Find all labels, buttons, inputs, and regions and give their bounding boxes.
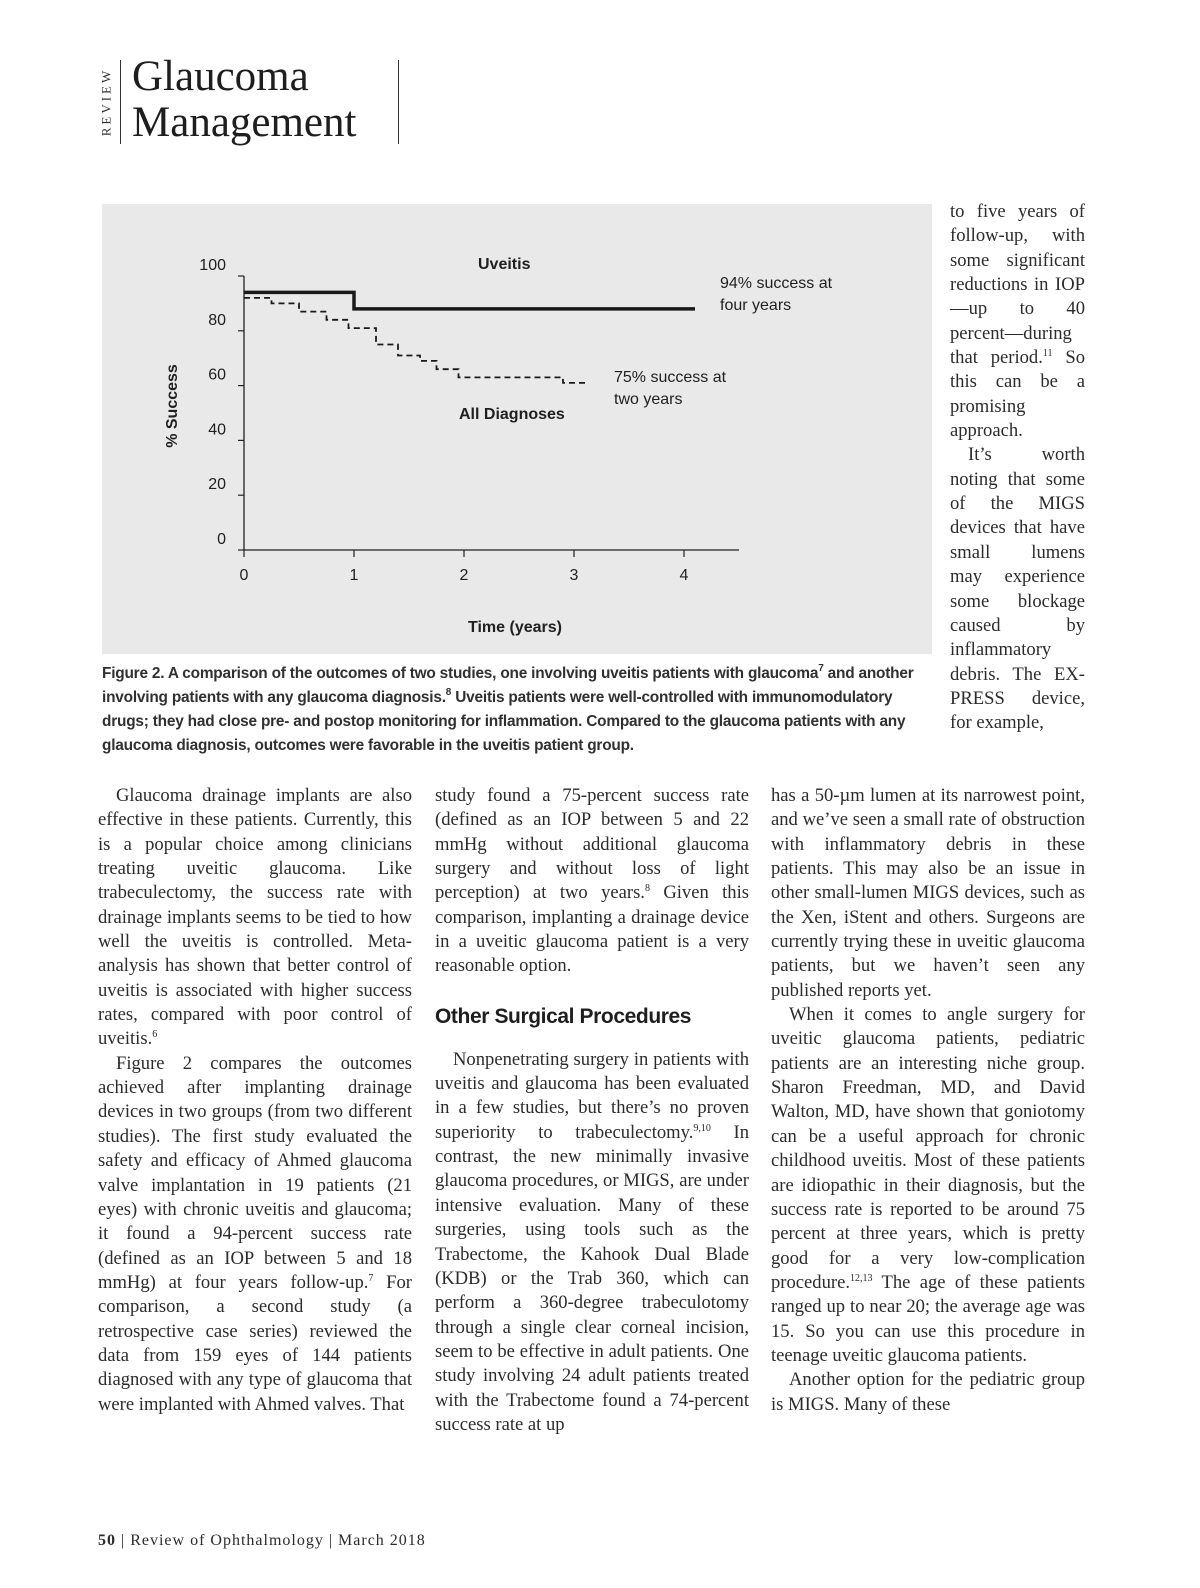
header-divider-left: [120, 60, 121, 144]
x-tick-label: 2: [459, 567, 469, 584]
paragraph: When it comes to angle surgery for uveitic glaucoma patients, pediatric patients are an interesting niche group. Sharon Freedman, MD, and David Walton, MD, have shown that goniotomy can be a useful approach for chronic childhood uveitis. Most of these patients are idiopathic in their diagnosis, but the success rate is reported to be around 75 percent at three years, which is pretty good for a very low-complication procedure.$^{12,13}$ The age of these patients ranged up to near 20; the average age was 15. So you can use this procedure in teenage uveitic glaucoma patients.: [771, 1004, 1085, 1366]
page-footer: [98, 1532, 426, 1550]
issue-date: March 2018: [338, 1532, 426, 1549]
figure-2-chart: [102, 204, 932, 654]
body-column-1: [98, 784, 412, 1417]
x-axis-label: Time (years): [468, 619, 562, 636]
series-line-uveitis: [244, 292, 695, 309]
x-tick-label: 3: [569, 567, 579, 584]
page-number: 50: [98, 1532, 116, 1549]
annotation-all-line2: two years: [614, 391, 683, 408]
sidebar-column: [950, 200, 1085, 736]
figure-caption: Figure 2. A comparison of the outcomes of two studies, one involving uveitis patients with glaucoma$^7$ and another involving patients with any glaucoma diagnosis.$^8$ Uveitis patients were well-controlled with immunomodulatory drugs; they had close pre- and postop monitoring for inflammation. Compared to the glaucoma patients with any glaucoma diagnosis, outcomes were favorable in the uveitis patient group.: [102, 663, 914, 754]
section-title: [132, 54, 356, 146]
section-label: REVIEW: [98, 67, 114, 137]
paragraph: Another option for the pediatric group is MIGS. Many of these: [771, 1369, 1085, 1415]
paragraph: It’s worth noting that some of the MIGS devices that have small lumens may experience some blockage caused by inflammatory debris. The EX-PRESS device, for example,: [950, 444, 1085, 734]
paragraph: to five years of follow-up, with some significant reductions in IOP—up to 40 percent—during that period.$^{11}$ So this can be a promising approach.: [950, 201, 1085, 442]
x-tick-label: 4: [679, 567, 689, 584]
section-title-line1: Glaucoma: [132, 53, 309, 100]
series-label-uveitis: Uveitis: [478, 256, 531, 273]
body-column-3: [771, 784, 1085, 1417]
y-tick-label: 0: [217, 531, 226, 548]
section-title-line2: Management: [132, 99, 357, 146]
paragraph: Glaucoma drainage implants are also effective in these patients. Currently, this is a popular choice among clinicians treating uveitic glaucoma. Like trabeculectomy, the success rate with drainage implants seems to be tied to how well the uveitis is controlled. Meta-analysis has shown that better control of uveitis is associated with higher success rates, compared with poor control of uveitis.$^6$: [98, 785, 412, 1050]
paragraph: has a 50-µm lumen at its narrowest point, and we’ve seen a small rate of obstruction with inflammatory debris in these patients. This may also be an issue in other small-lumen MIGS devices, such as the Xen, iStent and others. Surgeons are currently trying these in uveitic glaucoma patients, but we haven’t seen any published reports yet.: [771, 785, 1085, 1001]
annotation-uveitis-line2: four years: [720, 297, 792, 314]
footer-separator: |: [328, 1532, 334, 1549]
y-tick-label: 100: [199, 257, 226, 274]
y-tick-label: 40: [208, 421, 226, 439]
header-divider-right: [398, 60, 399, 144]
y-tick-label: 20: [208, 476, 226, 494]
annotation-uveitis-line1: 94% success at: [720, 275, 833, 292]
paragraph: Figure 2 compares the outcomes achieved after implanting drainage devices in two groups (from two different studies). The first study evaluated the safety and efficacy of Ahmed glaucoma valve implantation in 19 patients (21 eyes) with chronic uveitis and glaucoma; it found a 94-percent success rate (defined as an IOP between 5 and 18 mmHg) at four years follow-up.$^7$ For comparison, a second study (a retrospective case series) reviewed the data from 159 eyes of 144 patients diagnosed with any type of glaucoma that were implanted with Ahmed valves. That: [98, 1052, 412, 1415]
y-axis-label: % Success: [164, 364, 181, 448]
y-tick-label: 80: [208, 311, 226, 329]
paragraph: Nonpenetrating surgery in patients with uveitis and glaucoma has been evaluated in a few studies, but there’s no proven superiority to trabeculectomy.$^{9,10}$ In contrast, the new minimally invasive glaucoma procedures, or MIGS, are under intensive evaluation. Many of these surgeries, using tools such as the Trabectome, the Kahook Dual Blade (KDB) or the Trab 360, which can perform a 360-degree trabeculotomy through a single clear corneal incision, seem to be effective in adult patients. One study involving 24 adult patients treated with the Trabectome found a 74-percent success rate at up: [435, 1048, 749, 1435]
chart-svg: [102, 204, 932, 654]
body-column-2: [435, 784, 749, 1437]
journal-name: Review of Ophthalmology: [130, 1532, 324, 1549]
x-tick-label: 0: [239, 567, 249, 584]
paragraph: study found a 75-percent success rate (defined as an IOP between 5 and 22 mmHg without additional glaucoma surgery and without loss of light perception) at two years.$^8$ Given this comparison, implanting a drainage device in a uveitic glaucoma patient is a very reasonable option.: [435, 785, 749, 977]
subheading: Other Surgical Procedures: [435, 1004, 692, 1028]
x-tick-label: 1: [349, 567, 359, 584]
annotation-all-line1: 75% success at: [614, 369, 727, 386]
y-tick-label: 60: [208, 366, 226, 384]
footer-separator: |: [121, 1532, 126, 1549]
series-label-all-diagnoses: All Diagnoses: [459, 406, 565, 423]
